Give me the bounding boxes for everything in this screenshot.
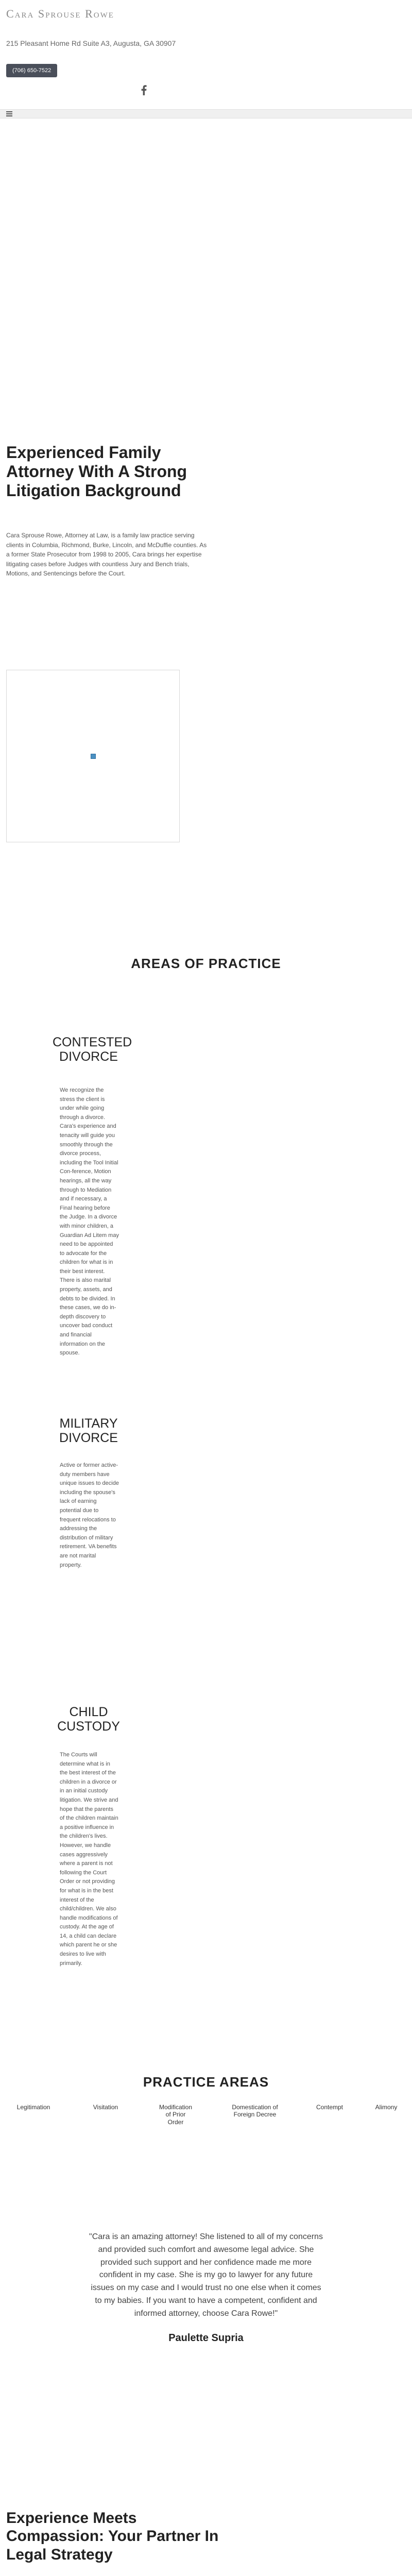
header-address: 215 Pleasant Home Rd Suite A3, Augusta, GA 30907 bbox=[6, 39, 176, 47]
tab-alimony[interactable]: Alimony bbox=[375, 2104, 398, 2111]
area-title-contested-divorce: CONTESTED DIVORCE bbox=[53, 1035, 132, 1064]
tab-legitimation[interactable]: Legitimation bbox=[16, 2104, 50, 2111]
tab-domestication[interactable]: Domestication of Foreign Decree bbox=[232, 2104, 278, 2119]
area-title-military-divorce: MILITARY DIVORCE bbox=[59, 1416, 118, 1445]
image-placeholder-icon bbox=[91, 754, 96, 759]
intro-image bbox=[6, 670, 180, 842]
site-header bbox=[0, 0, 412, 118]
practice-areas-tabs bbox=[0, 2104, 412, 2140]
menu-icon[interactable] bbox=[6, 111, 12, 116]
areas-heading: AREAS OF PRACTICE bbox=[131, 956, 281, 971]
tab-modification[interactable]: Modification of Prior Order bbox=[159, 2104, 193, 2126]
facebook-icon[interactable] bbox=[140, 85, 147, 95]
intro-text: Cara Sprouse Rowe, Attorney at Law, is a family law practice serving clients in Columbia, Richmond, Burke, Lincoln, and McDuffie counties. As a former State Prosecutor from 1998 to 2005, Cara brings her expertise litigating cases before Judges with countless Jury and Bench trials, Motions, and Sentencings before the Court. bbox=[6, 532, 207, 578]
area-title-child-custody: CHILD CUSTODY bbox=[57, 1705, 120, 1734]
area-text-military-divorce: Active or former active-duty members have unique issues to decide including the spouse's lack of earning potential due to frequent relocations to addressing the distribution of military retirement. VA benefits are not marital property. bbox=[60, 1462, 119, 1568]
experience-title: Experience Meets Compassion: Your Partner In Legal Strategy bbox=[6, 2510, 219, 2563]
phone-button[interactable]: (706) 650-7522 bbox=[6, 64, 57, 77]
tab-visitation[interactable]: Visitation bbox=[93, 2104, 118, 2111]
practice-areas-heading: PRACTICE AREAS bbox=[143, 2074, 269, 2090]
tab-contempt[interactable]: Contempt bbox=[316, 2104, 344, 2111]
nav-bar bbox=[0, 109, 412, 118]
testimonial-author: Paulette Supria bbox=[168, 2332, 244, 2344]
site-logo[interactable]: Cara Sprouse Rowe bbox=[6, 7, 114, 20]
testimonial-quote: "Cara is an amazing attorney! She listened to all of my concerns and provided such comfort and awesome legal advice. She provided such support and her confidence made me more confident in my case. She is my go to lawyer for any future issues on my case and I would trust no one else when it comes to my babies. If you want to have a competent, confident and informed attorney, choose Cara Rowe!" bbox=[89, 2232, 323, 2318]
area-text-child-custody: The Courts will determine what is in the best interest of the children in a divorce or in an initial custody litigation. We strive and hope that the parents of the children maintain a positive influence in the children's lives. However, we handle cases aggressively where a parent is not following the Court Order or not providing for what is in the best interest of the child/children. We also handle modifications of custody. At the age of 14, a child can declare which parent he or she desires to live with primarily. bbox=[60, 1752, 118, 1967]
intro-title: Experienced Family Attorney With A Strong Litigation Background bbox=[6, 443, 187, 500]
area-text-contested-divorce: We recognize the stress the client is under while going through a divorce. Cara's experience and tenacity will guide you smoothly through the divorce process, including the Tool Initial Con-ference, Motion hearings, all the way through to Mediation and if necessary, a Final hearing before the Judge. In a divorce with minor children, a Guardian Ad Litem may need to be appointed to advocate for the children for what is in their best interest. There is also marital property, assets, and debts to be divided. In these cases, we do in-depth discovery to uncover bad conduct and financial information on the spouse. bbox=[60, 1087, 119, 1357]
